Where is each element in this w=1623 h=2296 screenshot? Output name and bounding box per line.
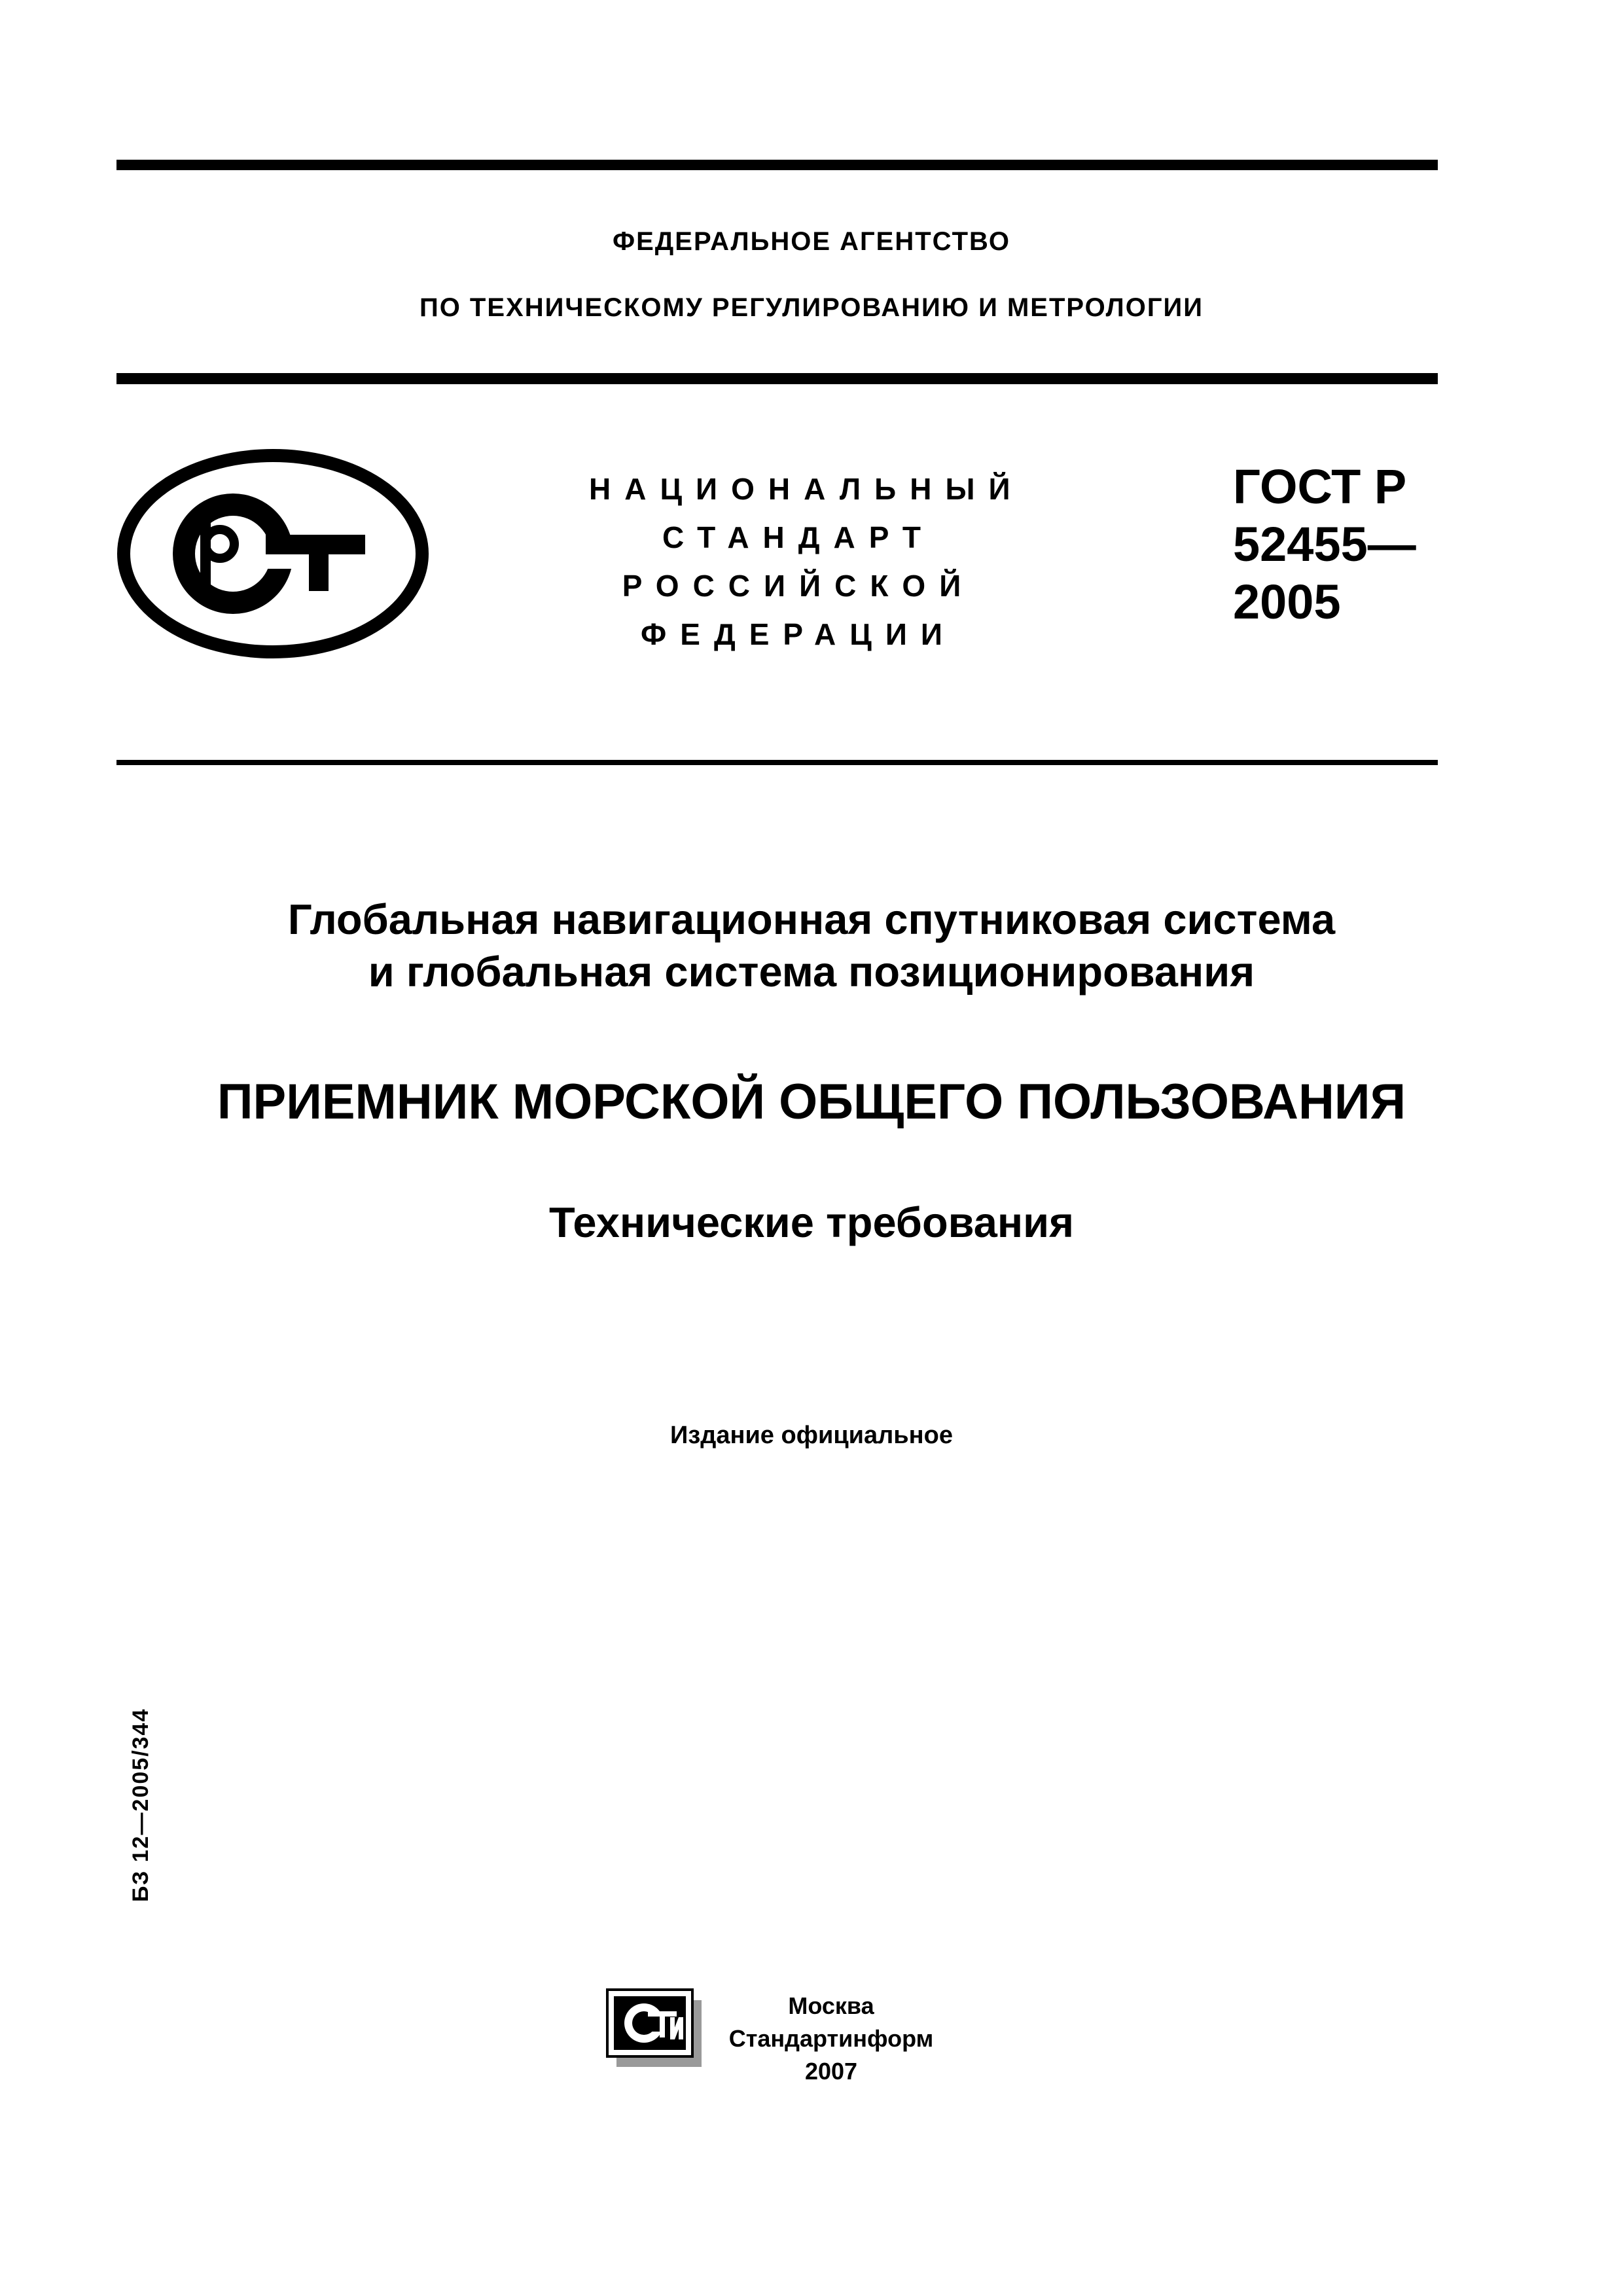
national-standard-line4: ФЕДЕРАЦИИ [641, 617, 956, 651]
document-title: ПРИЕМНИК МОРСКОЙ ОБЩЕГО ПОЛЬЗОВАНИЯ [217, 1074, 1406, 1130]
publisher-name: Стандартинформ [728, 2025, 934, 2052]
side-registration-code-text: БЗ 12—2005/344 [128, 1708, 153, 1902]
national-standard-line2: СТАНДАРТ [662, 520, 935, 554]
edition-label: Издание официальное [670, 1422, 953, 1449]
document-subtitle [0, 893, 1623, 998]
national-standard-line1: НАЦИОНАЛЬНЫЙ [589, 472, 1024, 506]
publisher-block [707, 1990, 955, 2088]
subtitle-line1: Глобальная навигационная спутниковая система [287, 895, 1336, 943]
standard-designation [1233, 458, 1416, 631]
document-requirements-heading: Технические требования [548, 1198, 1075, 1246]
publication-year: 2007 [804, 2058, 858, 2085]
rst-certification-emblem-icon [116, 447, 429, 660]
standard-designation-line3: 2005 [1233, 575, 1341, 629]
agency-name-line2: ПО ТЕХНИЧЕСКОМУ РЕГУЛИРОВАНИЮ И МЕТРОЛОГИИ [419, 293, 1204, 322]
national-standard-caption [589, 465, 1024, 658]
standartinform-logo-icon [606, 1988, 703, 2068]
title-rule [116, 760, 1438, 765]
standard-designation-line2: 52455— [1233, 517, 1416, 571]
header-rule [116, 373, 1438, 384]
standard-designation-line1: ГОСТ Р [1233, 459, 1407, 514]
national-standard-line3: РОССИЙСКОЙ [622, 569, 975, 603]
top-rule [116, 160, 1438, 170]
side-registration-code [128, 1708, 153, 1922]
subtitle-line2: и глобальная система позиционирования [368, 948, 1255, 996]
publisher-city: Москва [788, 1992, 874, 2019]
agency-name-line1: ФЕДЕРАЛЬНОЕ АГЕНТСТВО [612, 227, 1011, 256]
